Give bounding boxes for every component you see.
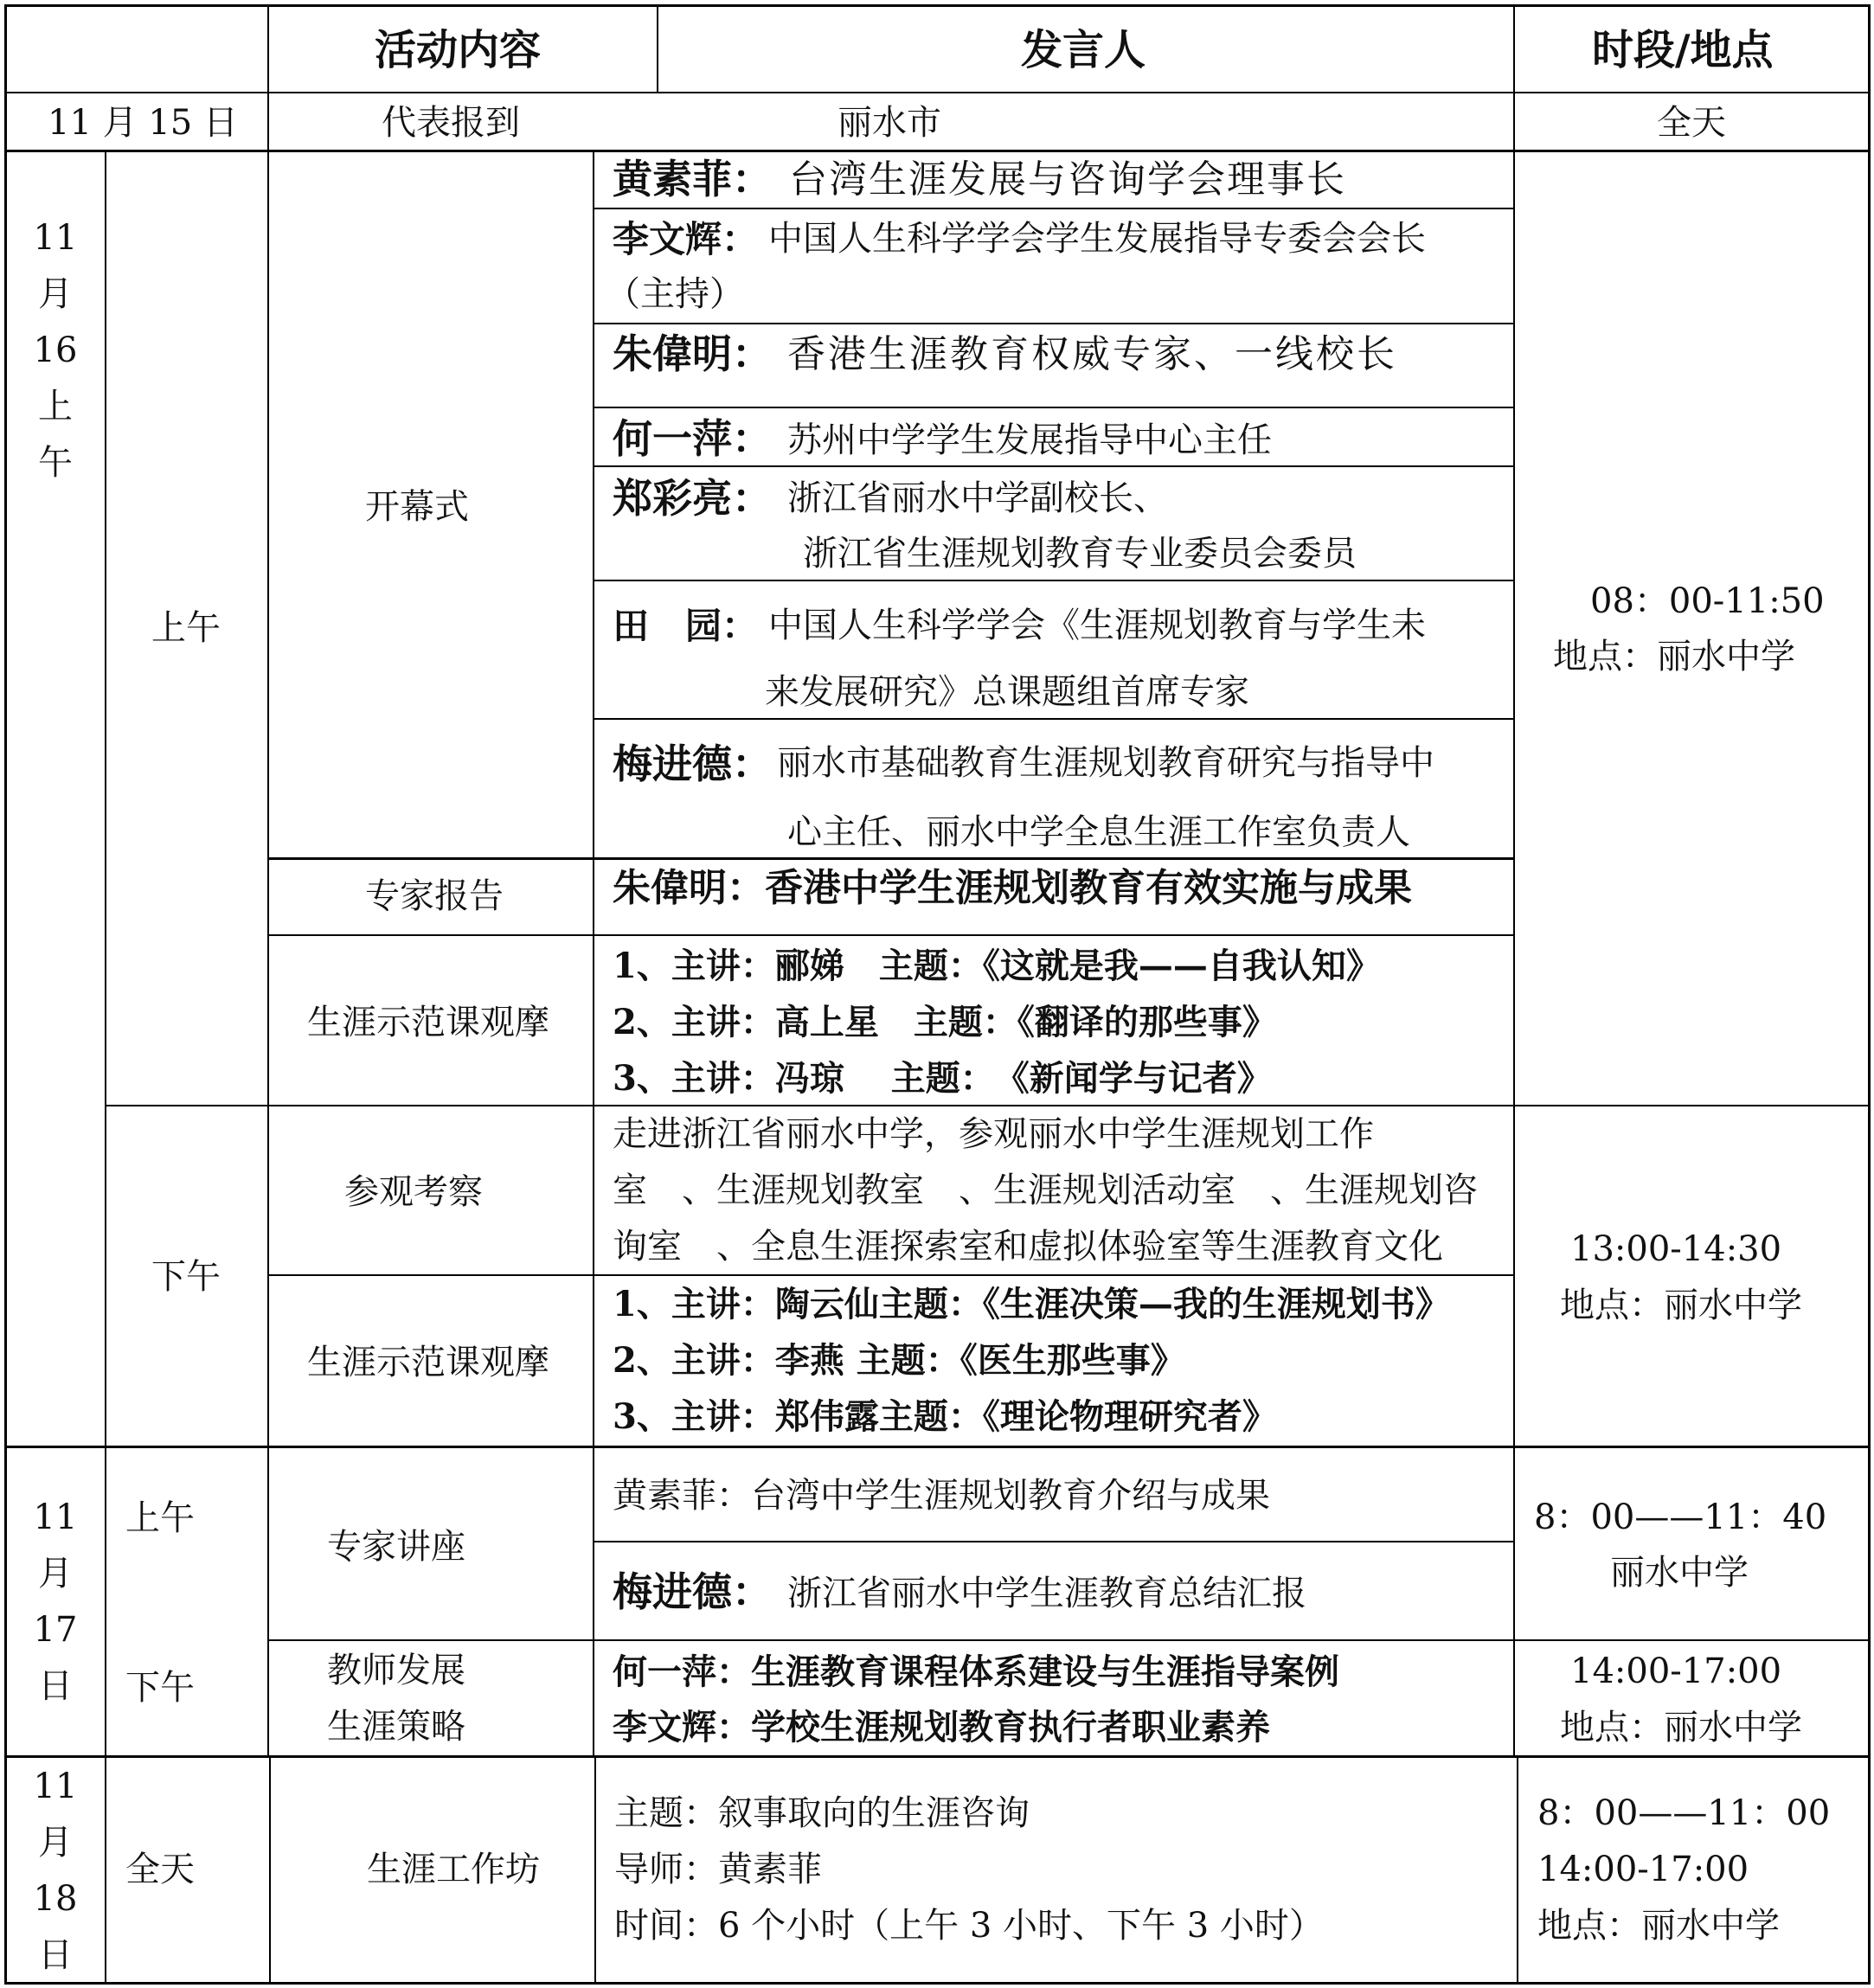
expert-report-label: 专家报告	[365, 876, 504, 916]
day16-morning-label: 上午	[151, 608, 221, 648]
demo-afternoon-line: 3、主讲：郑伟露主题：《理论物理研究者》	[613, 1396, 1277, 1437]
header-speaker: 发言人	[1021, 26, 1146, 74]
speaker-desc: 中国人生科学学会《生涯规划教育与学生未	[768, 606, 1426, 645]
speaker-name: 田 园：	[613, 605, 759, 647]
day16-morning-place: 地点：丽水中学	[1553, 637, 1795, 677]
lecture-label: 专家讲座	[327, 1527, 465, 1567]
arrival-date: 11 月 15 日	[48, 103, 238, 143]
header-time-place: 时段/地点	[1592, 26, 1774, 74]
workshop-line: 导师：黄素菲	[614, 1850, 822, 1889]
teacher-label-2: 生涯策略	[327, 1707, 465, 1747]
day17-afternoon-time: 14:00-17:00	[1570, 1651, 1782, 1691]
day17-date: 11 月 17 日	[33, 1497, 78, 1706]
day18-time-2: 14:00-17:00	[1537, 1850, 1749, 1889]
opening-label: 开幕式	[365, 487, 469, 527]
teacher-line-1: 何一萍：生涯教育课程体系建设与生涯指导案例	[613, 1651, 1339, 1692]
day18-place: 地点：丽水中学	[1537, 1906, 1780, 1946]
speaker-name: 黄素菲：	[613, 156, 772, 202]
day16-afternoon-label: 下午	[151, 1257, 221, 1297]
day16-morning-time: 08：00-11:50	[1590, 581, 1825, 621]
demo-morning-line: 3、主讲：冯琼 主题： 《新闻学与记者》	[613, 1058, 1272, 1099]
day17-afternoon-label: 下午	[125, 1668, 195, 1708]
day18-time-1: 8：00——11：00	[1537, 1793, 1831, 1833]
speaker-name: 郑彩亮：	[613, 475, 772, 522]
day17-morning-label: 上午	[125, 1498, 195, 1538]
speaker-desc-2: 浙江省生涯规划教育专业委员会委员	[803, 534, 1357, 574]
lecture-speaker-name: 梅进德：	[613, 1568, 772, 1615]
demo-morning-line: 2、主讲：高上星 主题：《翻译的那些事》	[613, 1002, 1277, 1042]
speaker-desc: 香港生涯教育权威专家、一线校长	[787, 332, 1397, 376]
speaker-desc: 苏州中学学生发展指导中心主任	[787, 420, 1272, 460]
workshop-line: 主题：叙事取向的生涯咨询	[614, 1793, 1030, 1833]
visit-label: 参观考察	[344, 1172, 483, 1212]
arrival-time: 全天	[1657, 103, 1726, 143]
demo-morning-label: 生涯示范课观摩	[307, 1003, 549, 1042]
speaker-name: 朱偉明：	[613, 330, 772, 377]
day16-afternoon-place: 地点：丽水中学	[1560, 1286, 1802, 1325]
workshop-line: 时间：6 个小时（上午 3 小时、下午 3 小时）	[614, 1906, 1324, 1946]
demo-afternoon-label: 生涯示范课观摩	[307, 1343, 549, 1382]
day18-date: 11 月 18 日	[33, 1767, 78, 1975]
workshop-label: 生涯工作坊	[367, 1850, 540, 1889]
demo-morning-line: 1、主讲：郦娣 主题：《这就是我——自我认知》	[613, 946, 1381, 986]
demo-afternoon-line: 1、主讲：陶云仙主题：《生涯决策—我的生涯规划书》	[613, 1284, 1450, 1324]
speaker-desc: 台湾生涯发展与咨询学会理事长	[789, 157, 1346, 202]
day16-afternoon-time: 13:00-14:30	[1570, 1229, 1782, 1269]
lecture-speaker-desc: 浙江省丽水中学生涯教育总结汇报	[787, 1574, 1306, 1613]
expert-report-content: 朱偉明：香港中学生涯规划教育有效实施与成果	[613, 866, 1412, 910]
speaker-desc: 丽水市基础教育生涯规划教育研究与指导中	[777, 743, 1434, 783]
header-activity: 活动内容	[375, 26, 542, 74]
day17-morning-place: 丽水中学	[1610, 1553, 1749, 1593]
lecture-line-1: 黄素菲：台湾中学生涯规划教育介绍与成果	[613, 1476, 1270, 1516]
speaker-desc-2: 来发展研究》总课题组首席专家	[765, 672, 1249, 712]
day16-date: 11 月 16 上 午	[33, 218, 78, 483]
visit-line: 室 、生涯规划教室 、生涯规划活动室 、生涯规划咨	[613, 1170, 1478, 1210]
speaker-desc: 中国人生科学学会学生发展指导专委会会长	[768, 219, 1426, 259]
speaker-desc: 浙江省丽水中学副校长、	[787, 478, 1168, 518]
arrival-place: 丽水市	[838, 103, 941, 143]
visit-line: 走进浙江省丽水中学，参观丽水中学生涯规划工作	[613, 1114, 1374, 1154]
teacher-label-1: 教师发展	[327, 1651, 465, 1690]
day18-period: 全天	[125, 1850, 195, 1889]
speaker-name: 李文辉：	[613, 218, 759, 260]
arrival-activity: 代表报到	[382, 103, 520, 143]
speaker-name: 何一萍：	[613, 415, 772, 462]
speaker-desc-2: （主持）	[606, 274, 744, 314]
visit-line: 询室 、全息生涯探索室和虚拟体验室等生涯教育文化	[613, 1227, 1443, 1267]
speaker-desc-2: 心主任、丽水中学全息生涯工作室负责人	[787, 812, 1410, 852]
teacher-line-2: 李文辉：学校生涯规划教育执行者职业素养	[613, 1707, 1270, 1748]
day17-afternoon-place: 地点：丽水中学	[1560, 1708, 1802, 1748]
speaker-name: 梅进德：	[613, 741, 772, 787]
demo-afternoon-line: 2、主讲：李燕 主题：《医生那些事》	[613, 1340, 1185, 1381]
day17-morning-time: 8：00——11：40	[1534, 1497, 1827, 1537]
